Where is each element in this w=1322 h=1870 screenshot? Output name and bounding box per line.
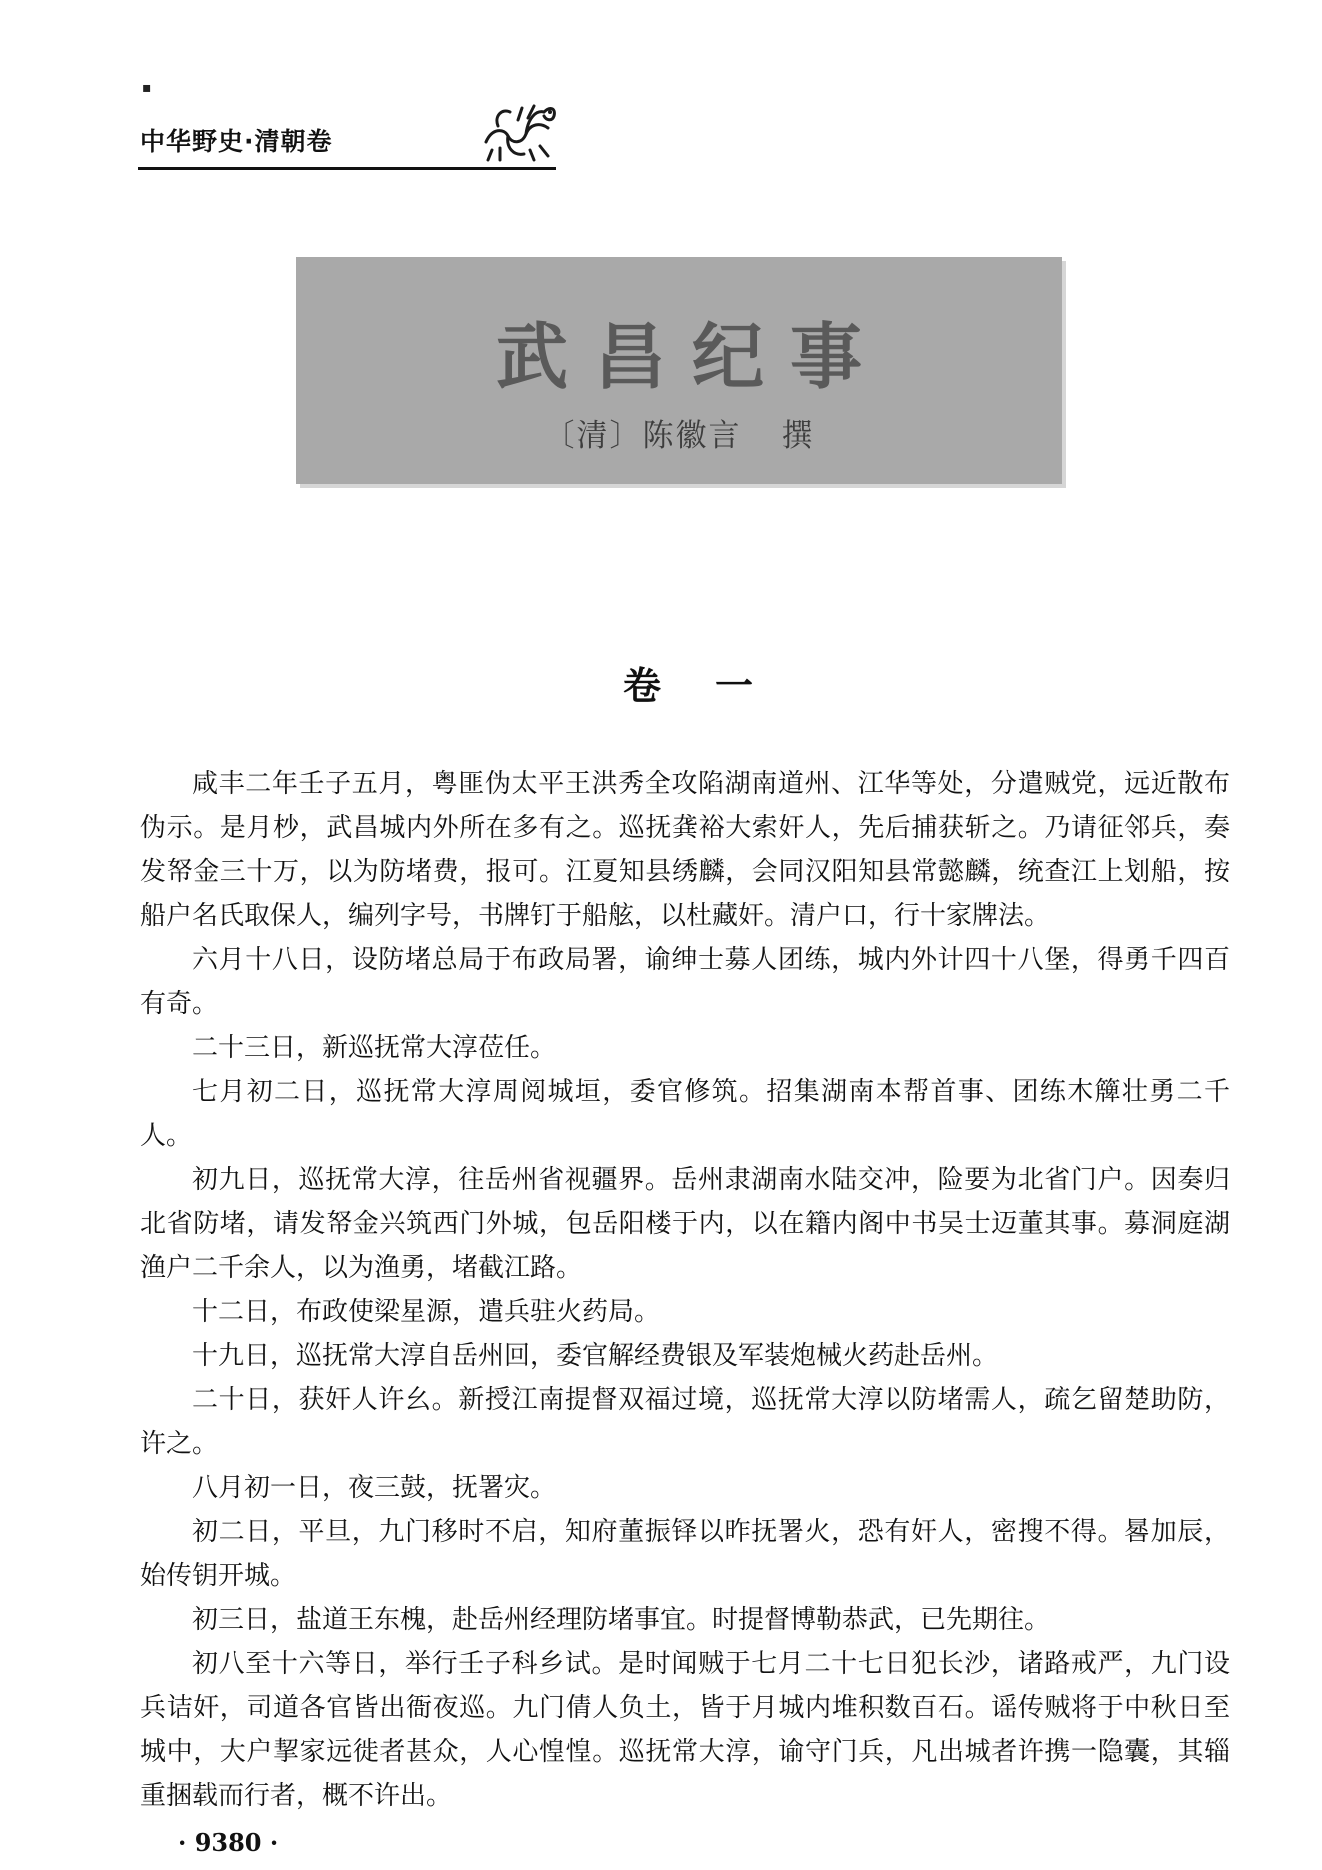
dragon-icon — [478, 98, 560, 164]
paragraph: 六月十八日，设防堵总局于布政局署，谕绅士募人团练，城内外计四十八堡，得勇千四百有奇。 — [140, 945, 1230, 1019]
paragraph: 二十日，获奸人许幺。新授江南提督双福过境，巡抚常大淳以防堵需人，疏乞留楚助防，许之。 — [140, 1385, 1230, 1459]
author-role: 撰 — [781, 418, 815, 454]
paragraph: 二十三日，新巡抚常大淳莅任。 — [192, 1033, 557, 1063]
header-rule — [138, 167, 556, 170]
paragraph: 初二日，平旦，九门移时不启，知府董振铎以昨抚署火，恐有奸人，密搜不得。晷加辰，始传钥开城。 — [140, 1517, 1230, 1591]
paragraph: 咸丰二年壬子五月，粤匪伪太平王洪秀全攻陷湖南道州、江华等处，分遣贼党，远近散布伪示。是月杪，武昌城内外所在多有之。巡抚龚裕大索奸人，先后捕获斩之。乃请征邻兵，奏发帑金三十万，以为防堵费，报可。江夏知县绣麟，会同汉阳知县常懿麟，统查江上划船，按船户名氏取保人，编列字号，书牌钉于船舷，以杜藏奸。清户口，行十家牌法。 — [140, 769, 1230, 931]
book-title: 武昌纪事 — [495, 314, 888, 399]
paragraph: 初八至十六等日，举行壬子科乡试。是时闻贼于七月二十七日犯长沙，诸路戒严，九门设兵诘奸，司道各官皆出衙夜巡。九门倩人负土，皆于月城内堆积数百石。谣传贼将于中秋日至城中，大户挈家远徙者甚众，人心惶惶。巡抚常大淳，谕守门兵，凡出城者许携一隐囊，其辎重捆载而行者，概不许出。 — [140, 1649, 1230, 1811]
chapter-title: 卷一 — [622, 663, 807, 708]
paragraph: 初三日，盐道王东槐，赴岳州经理防堵事宜。时提督博勒恭武，已先期往。 — [192, 1605, 1051, 1635]
paragraph: 初九日，巡抚常大淳，往岳州省视疆界。岳州隶湖南水陆交冲，险要为北省门户。因奏归北省防堵，请发帑金兴筑西门外城，包岳阳楼于内，以在籍内阁中书吴士迈董其事。募洞庭湖渔户二千余人，以为渔勇，堵截江路。 — [140, 1165, 1230, 1283]
paragraph: 十二日，布政使梁星源，遣兵驻火药局。 — [192, 1297, 661, 1327]
page-number: · 9380 · — [178, 1828, 279, 1857]
running-title: 中华野史·清朝卷 — [140, 127, 333, 156]
header-mark: ▪ — [142, 80, 152, 96]
author-line — [296, 410, 1062, 455]
paragraph: 七月初二日，巡抚常大淳周阅城垣，委官修筑。招集湖南本帮首事、团练木簰壮勇二千人。 — [140, 1077, 1230, 1151]
paragraph: 十九日，巡抚常大淳自岳州回，委官解经费银及军装炮械火药赴岳州。 — [192, 1341, 999, 1371]
paragraph: 八月初一日，夜三鼓，抚署灾。 — [192, 1473, 557, 1503]
body-text — [140, 762, 1230, 1818]
title-box — [296, 257, 1062, 484]
author-name: 〔清〕陈徽言 — [543, 418, 742, 454]
